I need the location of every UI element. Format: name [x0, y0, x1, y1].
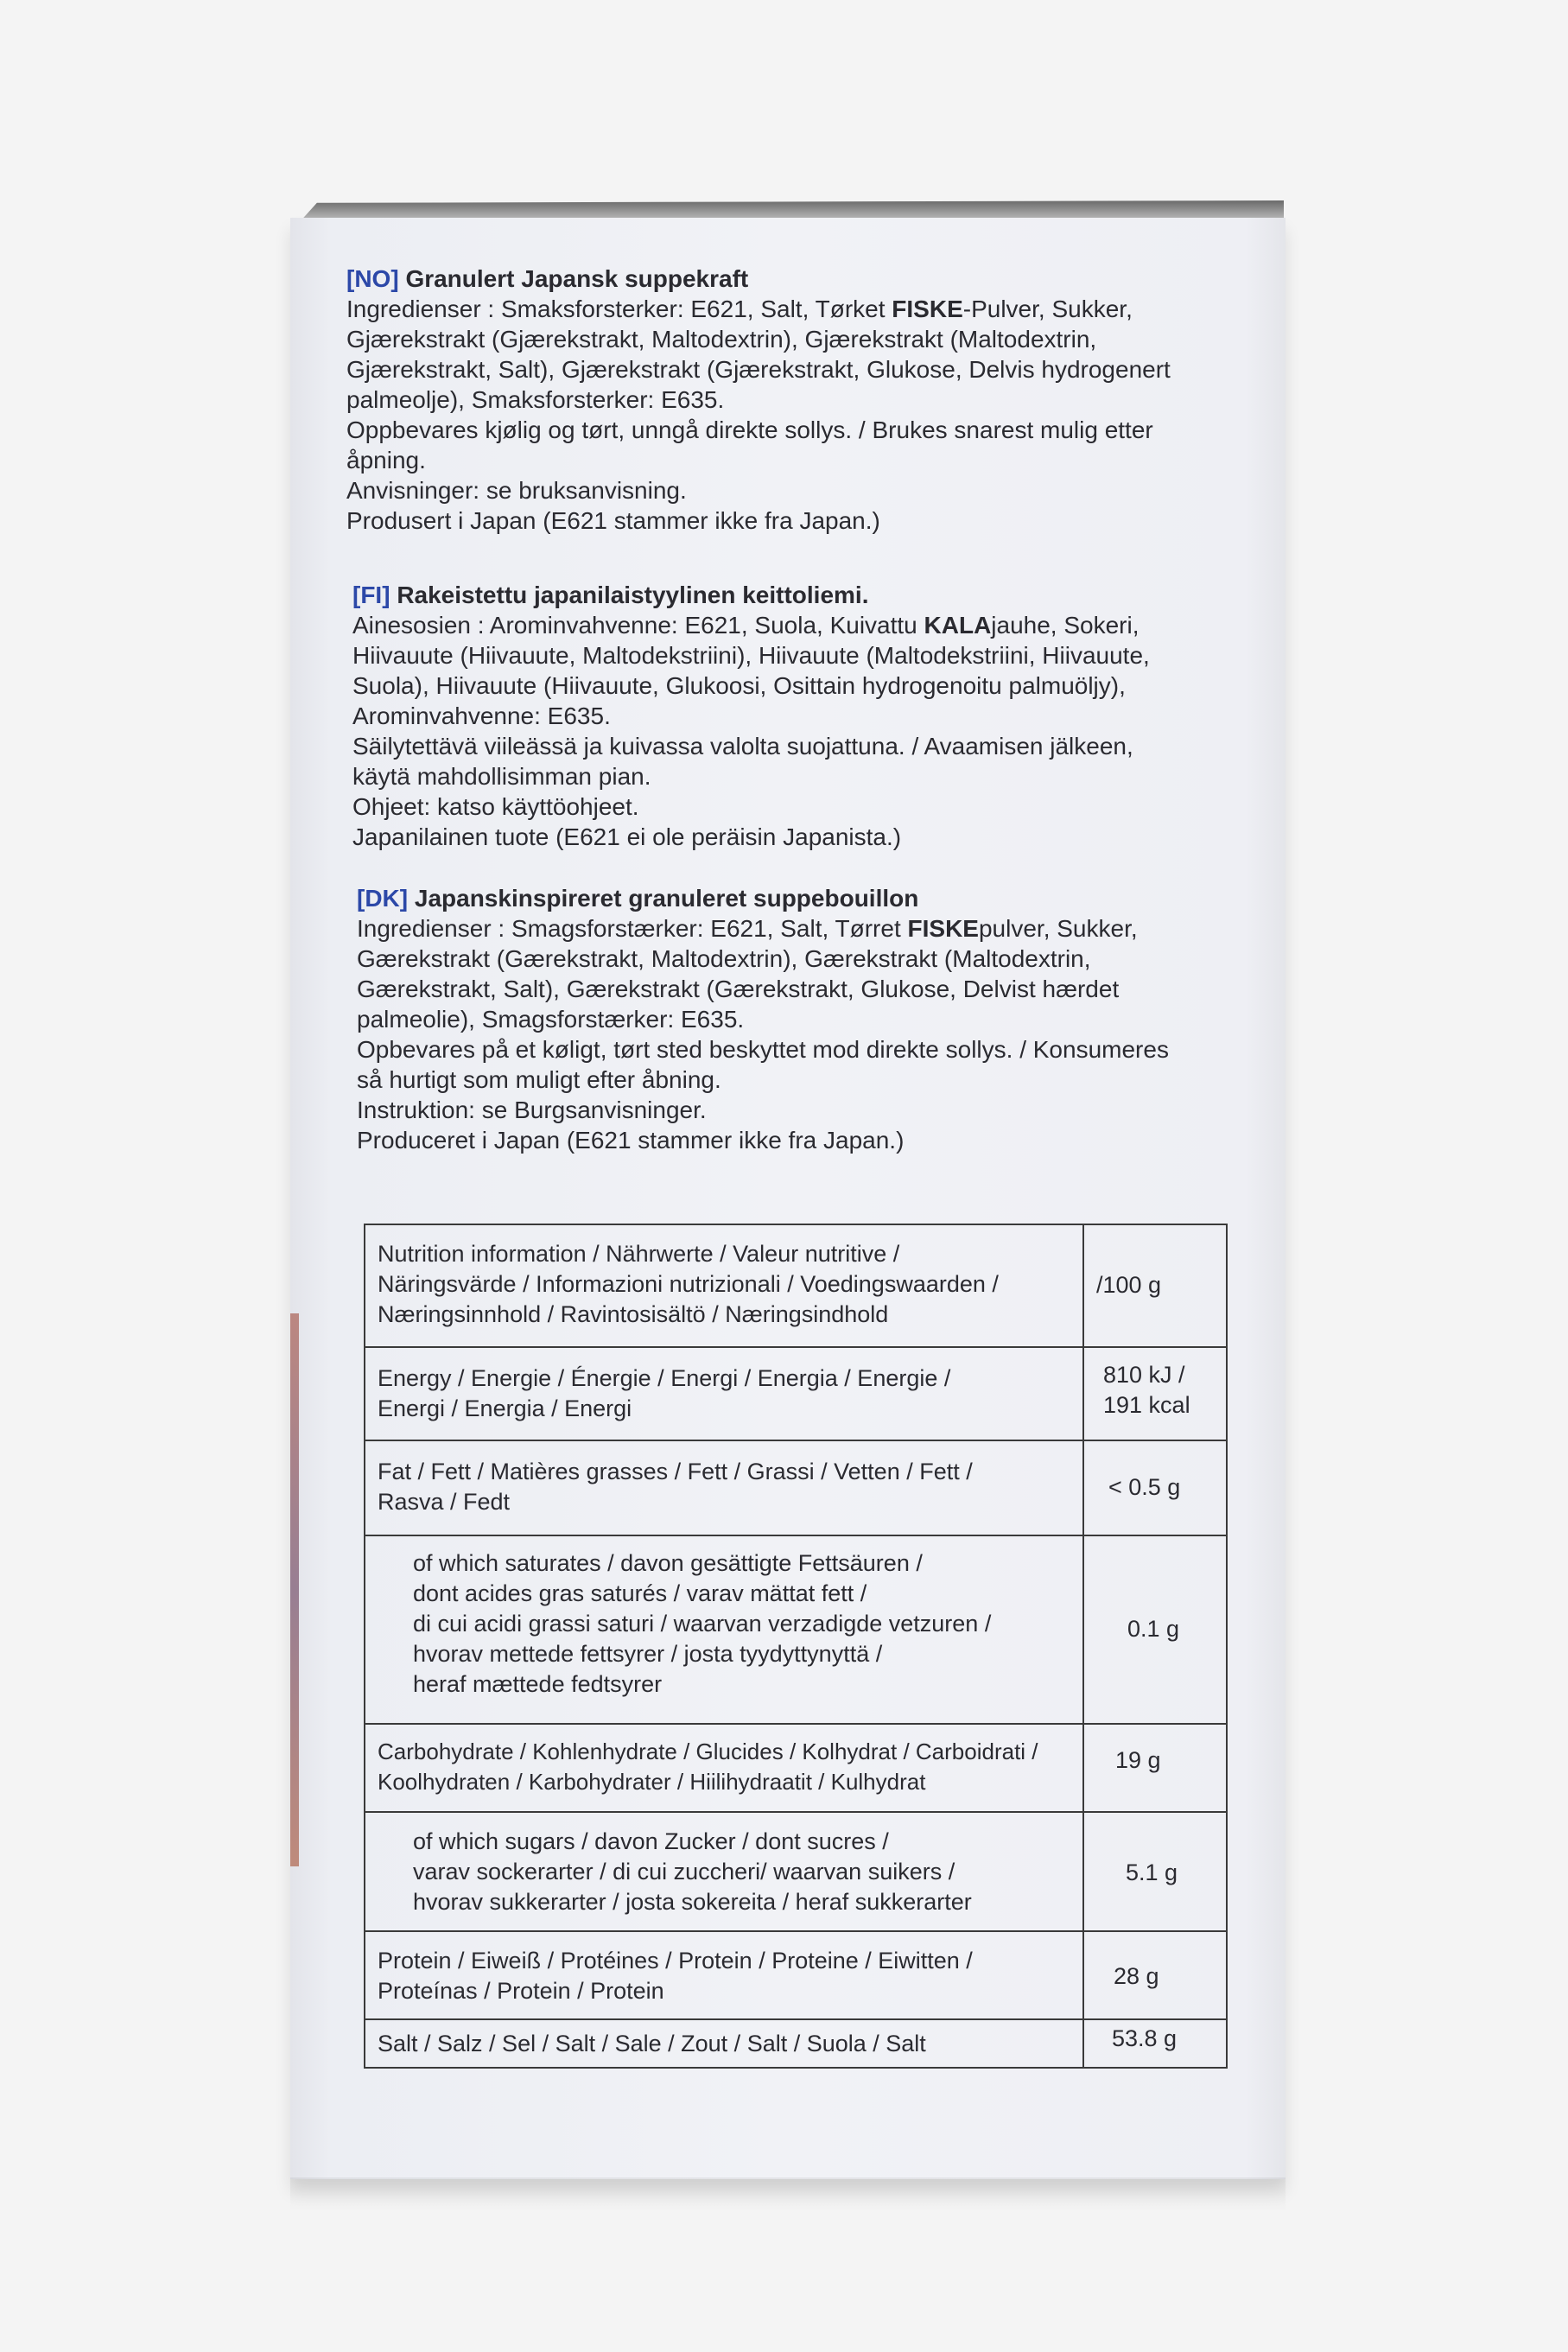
dk-allergen: FISKE — [907, 915, 979, 942]
header-label-line-2: Näringsvärde / Informazioni nutrizionali / Voedingswaarden / — [378, 1271, 999, 1297]
energy-label-line-1: Energy / Energie / Énergie / Energi / Energia / Energie / — [378, 1365, 951, 1391]
energy-row — [365, 1348, 1226, 1441]
dk-line-5: Opbevares på et køligt, tørt sted beskyttet mod direkte sollys. / Konsumeres — [357, 1036, 1169, 1063]
fat-label-line-2: Rasva / Fedt — [378, 1489, 511, 1515]
no-title: Granulert Japansk suppekraft — [405, 265, 749, 292]
fi-title: Rakeistettu japanilaistyylinen keittoliemi. — [397, 582, 869, 608]
sugars-label-line-1: of which sugars / davon Zucker / dont sucres / — [413, 1828, 889, 1854]
sugars-row — [365, 1813, 1226, 1932]
sugars-label-line-3: hvorav sukkerarter / josta sokereita / heraf sukkerarter — [413, 1889, 972, 1915]
protein-value: 28 g — [1114, 1963, 1159, 1989]
fi-line-5: Säilytettävä viileässä ja kuivassa valolta suojattuna. / Avaamisen jälkeen, — [352, 733, 1133, 760]
box-left-edge-print — [290, 1313, 299, 1866]
no-lang-tag: [NO] — [346, 265, 399, 292]
header-label-line-3: Næringsinnhold / Ravintosisältö / Næringsindhold — [378, 1301, 889, 1327]
no-allergen: FISKE — [892, 296, 963, 322]
fi-line-8: Japanilainen tuote (E621 ei ole peräisin Japanista.) — [352, 823, 902, 850]
no-line-3: Gjærekstrakt, Salt), Gjærekstrakt (Gjærekstrakt, Glukose, Delvis hydrogenert — [346, 356, 1171, 383]
saturates-label-line-3: di cui acidi grassi saturi / waarvan verzadigde vetzuren / — [413, 1611, 992, 1637]
fat-value: < 0.5 g — [1108, 1474, 1181, 1500]
protein-label-line-2: Proteínas / Protein / Protein — [378, 1978, 664, 2004]
norwegian-label-text — [346, 264, 1245, 536]
protein-label-line-1: Protein / Eiweiß / Protéines / Protein / Proteine / Eiwitten / — [378, 1948, 973, 1974]
fi-line-2: Hiivauute (Hiivauute, Maltodekstriini), Hiivauute (Maltodekstriini, Hiivauute, — [352, 642, 1150, 669]
salt-value: 53.8 g — [1112, 2025, 1178, 2051]
dk-line-2: Gærekstrakt (Gærekstrakt, Maltodextrin), Gærekstrakt (Maltodextrin, — [357, 945, 1091, 972]
sugars-label — [413, 1827, 1113, 1917]
protein-row — [365, 1932, 1226, 2020]
fi-line-7: Ohjeet: katso käyttöohjeet. — [352, 793, 639, 820]
fat-label-line-1: Fat / Fett / Matières grasses / Fett / Grassi / Vetten / Fett / — [378, 1459, 973, 1484]
carbohydrate-label-line-1: Carbohydrate / Kohlenhydrate / Glucides / Kolhydrat / Carboidrati / — [378, 1739, 1038, 1764]
saturates-label-line-4: hvorav mettede fettsyrer / josta tyydyttynyttä / — [413, 1641, 883, 1667]
fi-allergen: KALA — [924, 612, 992, 639]
energy-label — [378, 1364, 1077, 1424]
dk-heading — [357, 883, 1255, 913]
saturates-row — [365, 1536, 1226, 1725]
no-line-7: Anvisninger: se bruksanvisning. — [346, 477, 687, 504]
dk-line-8: Produceret i Japan (E621 stammer ikke fra Japan.) — [357, 1127, 905, 1154]
dk-lang-tag: [DK] — [357, 885, 409, 912]
energy-kcal: 191 kcal — [1103, 1392, 1190, 1418]
carbohydrate-label — [378, 1737, 1077, 1797]
no-heading — [346, 264, 1245, 294]
carbohydrate-label-line-2: Koolhydraten / Karbohydrater / Hiilihydraatit / Kulhydrat — [378, 1769, 926, 1795]
fi-heading — [352, 580, 1251, 610]
no-ingredients-end: -Pulver, Sukker, — [962, 296, 1133, 322]
nutrition-table — [364, 1224, 1228, 2069]
dk-ingredients-line-1 — [357, 913, 1255, 944]
carbohydrate-row — [365, 1725, 1226, 1813]
dk-line-6: så hurtigt som muligt efter åbning. — [357, 1066, 721, 1093]
no-ingredients-line-1 — [346, 294, 1245, 324]
saturates-value: 0.1 g — [1127, 1616, 1180, 1642]
header-label — [378, 1239, 1077, 1330]
no-line-4: palmeolje), Smaksforsterker: E635. — [346, 386, 725, 413]
fi-line-3: Suola), Hiivauute (Hiivauute, Glukoosi, Osittain hydrogenoitu palmuöljy), — [352, 672, 1126, 699]
saturates-label-line-1: of which saturates / davon gesättigte Fettsäuren / — [413, 1550, 923, 1576]
fi-ingredients-end: jauhe, Sokeri, — [991, 612, 1139, 639]
fi-lang-tag: [FI] — [352, 582, 390, 608]
protein-label — [378, 1946, 1077, 2006]
fi-ingredients-line-1 — [352, 610, 1251, 640]
sugars-label-line-2: varav sockerarter / di cui zuccheri/ waarvan suikers / — [413, 1859, 955, 1885]
no-ingredients-start: Ingredienser : Smaksforsterker: E621, Salt, Tørket — [346, 296, 892, 322]
dk-title: Japanskinspireret granuleret suppebouillon — [414, 885, 919, 912]
per-100g-unit: /100 g — [1096, 1272, 1162, 1298]
fat-label — [378, 1457, 1077, 1517]
carbohydrate-value: 19 g — [1115, 1747, 1161, 1773]
dk-ingredients-start: Ingredienser : Smagsforstærker: E621, Salt, Tørret — [357, 915, 908, 942]
no-line-5: Oppbevares kjølig og tørt, unngå direkte sollys. / Brukes snarest mulig etter — [346, 416, 1153, 443]
fat-row — [365, 1441, 1226, 1536]
nutrition-header-row — [365, 1225, 1226, 1348]
saturates-label-line-2: dont acides gras saturés / varav mättat fett / — [413, 1580, 867, 1606]
header-label-line-1: Nutrition information / Nährwerte / Valeur nutritive / — [378, 1241, 900, 1267]
dk-ingredients-end: pulver, Sukker, — [978, 915, 1138, 942]
danish-label-text — [357, 883, 1255, 1155]
salt-label: Salt / Salz / Sel / Salt / Sale / Zout / Salt / Suola / Salt — [378, 2031, 926, 2056]
salt-row — [365, 2020, 1226, 2069]
fi-line-6: käytä mahdollisimman pian. — [352, 763, 651, 790]
energy-value — [1103, 1360, 1224, 1421]
energy-kj: 810 kJ / — [1103, 1362, 1185, 1388]
finnish-label-text — [352, 580, 1251, 852]
fi-line-4: Arominvahvenne: E635. — [352, 702, 611, 729]
saturates-label — [413, 1548, 1113, 1700]
fi-ingredients-start: Ainesosien : Arominvahvenne: E621, Suola, Kuivattu — [352, 612, 924, 639]
box-shadow — [290, 2177, 1286, 2212]
dk-line-7: Instruktion: se Burgsanvisninger. — [357, 1097, 707, 1123]
dk-line-4: palmeolie), Smagsforstærker: E635. — [357, 1006, 745, 1033]
dk-line-3: Gærekstrakt, Salt), Gærekstrakt (Gærekstrakt, Glukose, Delvist hærdet — [357, 976, 1120, 1002]
no-line-8: Produsert i Japan (E621 stammer ikke fra Japan.) — [346, 507, 880, 534]
energy-label-line-2: Energi / Energia / Energi — [378, 1395, 632, 1421]
saturates-label-line-5: heraf mættede fedtsyrer — [413, 1671, 663, 1697]
no-line-6: åpning. — [346, 447, 426, 474]
sugars-value: 5.1 g — [1126, 1859, 1178, 1885]
no-line-2: Gjærekstrakt (Gjærekstrakt, Maltodextrin), Gjærekstrakt (Maltodextrin, — [346, 326, 1097, 353]
